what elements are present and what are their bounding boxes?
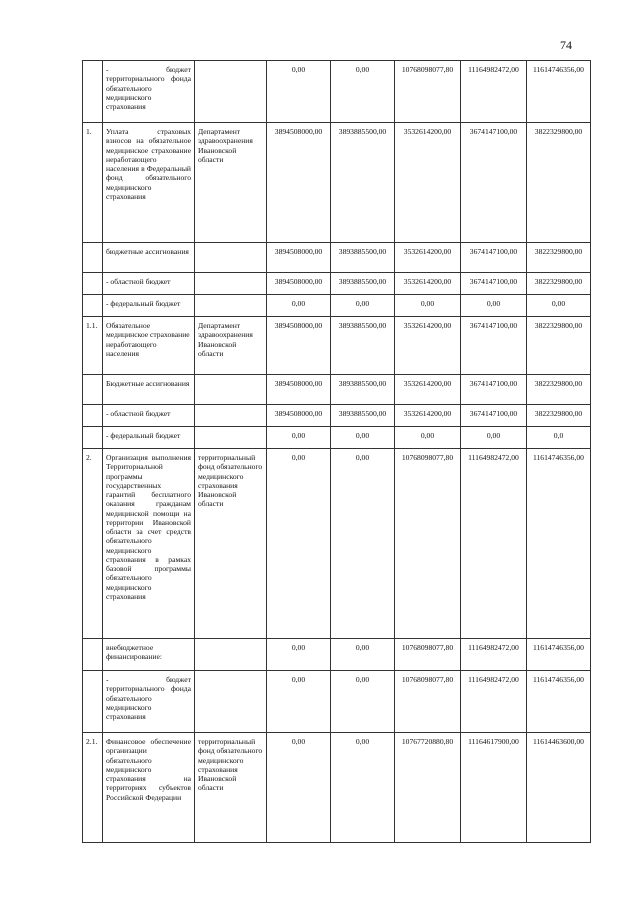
- row-executor: Департамент здравоохранения Ивановской области: [195, 317, 267, 375]
- amount-cell: 11614746356,00: [527, 671, 591, 733]
- budget-table: [82, 60, 591, 843]
- amount-cell: 3894508000,00: [267, 243, 331, 273]
- amount-cell: 0,00: [395, 427, 461, 449]
- amount-cell: 3894508000,00: [267, 405, 331, 427]
- table-row: [83, 123, 591, 243]
- amount-cell: 0,00: [331, 449, 395, 639]
- row-description: - бюджет территориального фонда обязательного медицинского страхования: [103, 671, 195, 733]
- amount-cell: 3532614200,00: [395, 317, 461, 375]
- amount-cell: 3822329800,00: [527, 273, 591, 295]
- table-row: [83, 273, 591, 295]
- amount-cell: 0,00: [527, 295, 591, 317]
- amount-cell: 11164982472,00: [461, 639, 527, 671]
- amount-cell: 11614463600,00: [527, 733, 591, 843]
- table-row: [83, 375, 591, 405]
- row-executor: [195, 375, 267, 405]
- table-row: [83, 427, 591, 449]
- amount-cell: 3822329800,00: [527, 243, 591, 273]
- row-description: - областной бюджет: [103, 405, 195, 427]
- row-description: внебюджетное финансирование:: [103, 639, 195, 671]
- amount-cell: 3532614200,00: [395, 405, 461, 427]
- amount-cell: 11164617900,00: [461, 733, 527, 843]
- amount-cell: 0,00: [331, 639, 395, 671]
- row-index: [83, 671, 103, 733]
- amount-cell: 3674147100,00: [461, 243, 527, 273]
- amount-cell: 0,00: [331, 61, 395, 123]
- row-index: [83, 243, 103, 273]
- row-executor: территориальный фонд обязательного медицинского страхования Ивановской области: [195, 733, 267, 843]
- row-description: Обязательное медицинское страхование неработающего населения: [103, 317, 195, 375]
- table-row: [83, 317, 591, 375]
- table-row: [83, 405, 591, 427]
- amount-cell: 3674147100,00: [461, 123, 527, 243]
- amount-cell: 11614746356,00: [527, 449, 591, 639]
- amount-cell: 3674147100,00: [461, 405, 527, 427]
- row-index: [83, 375, 103, 405]
- amount-cell: 0,00: [267, 427, 331, 449]
- amount-cell: 10768098077,80: [395, 639, 461, 671]
- row-executor: [195, 61, 267, 123]
- amount-cell: 3532614200,00: [395, 243, 461, 273]
- row-executor: территориальный фонд обязательного медицинского страхования Ивановской области: [195, 449, 267, 639]
- row-description: бюджетные ассигнования: [103, 243, 195, 273]
- amount-cell: 0,00: [331, 427, 395, 449]
- amount-cell: 3822329800,00: [527, 375, 591, 405]
- row-executor: Департамент здравоохранения Ивановской области: [195, 123, 267, 243]
- amount-cell: 0,00: [461, 295, 527, 317]
- row-description: - федеральный бюджет: [103, 295, 195, 317]
- row-index: [83, 427, 103, 449]
- row-index: 1.1.: [83, 317, 103, 375]
- row-description: Уплата страховых взносов на обязательное медицинское страхование неработающего населения в Федеральный фонд обязательного медицинского страхования: [103, 123, 195, 243]
- table-row: [83, 733, 591, 843]
- row-executor: [195, 405, 267, 427]
- amount-cell: 0,00: [331, 671, 395, 733]
- row-index: 1.: [83, 123, 103, 243]
- table-row: [83, 295, 591, 317]
- amount-cell: 3532614200,00: [395, 375, 461, 405]
- row-index: 2.: [83, 449, 103, 639]
- amount-cell: 11614746356,00: [527, 639, 591, 671]
- row-index: 2.1.: [83, 733, 103, 843]
- row-executor: [195, 671, 267, 733]
- amount-cell: 0,00: [267, 639, 331, 671]
- page-number: 74: [560, 38, 572, 52]
- amount-cell: 11164982472,00: [461, 61, 527, 123]
- amount-cell: 3894508000,00: [267, 273, 331, 295]
- row-description: Бюджетные ассигнования: [103, 375, 195, 405]
- amount-cell: 0,00: [267, 733, 331, 843]
- amount-cell: 3822329800,00: [527, 317, 591, 375]
- amount-cell: 11164982472,00: [461, 449, 527, 639]
- table-row: [83, 243, 591, 273]
- amount-cell: 3893885500,00: [331, 317, 395, 375]
- amount-cell: 11164982472,00: [461, 671, 527, 733]
- amount-cell: 0,0: [527, 427, 591, 449]
- amount-cell: 0,00: [267, 449, 331, 639]
- amount-cell: 10768098077,80: [395, 449, 461, 639]
- table-row: [83, 61, 591, 123]
- row-index: [83, 295, 103, 317]
- amount-cell: 3894508000,00: [267, 375, 331, 405]
- amount-cell: 3532614200,00: [395, 123, 461, 243]
- amount-cell: 3893885500,00: [331, 243, 395, 273]
- amount-cell: 11614746356,00: [527, 61, 591, 123]
- row-description: - федеральный бюджет: [103, 427, 195, 449]
- row-description: Организация выполнения Территориальной программы государственных гарантий бесплатного оказания гражданам медицинской помощи на территории Ивановской области за счет средств обязательного медицинского страхования в рамках базовой программы обязательного медицинского страхования: [103, 449, 195, 639]
- row-executor: [195, 295, 267, 317]
- table-row: [83, 449, 591, 639]
- amount-cell: 0,00: [395, 295, 461, 317]
- row-executor: [195, 273, 267, 295]
- amount-cell: 10768098077,80: [395, 61, 461, 123]
- amount-cell: 3894508000,00: [267, 123, 331, 243]
- row-description: - бюджет территориального фонда обязательного медицинского страхования: [103, 61, 195, 123]
- amount-cell: 10768098077,80: [395, 671, 461, 733]
- amount-cell: 3893885500,00: [331, 273, 395, 295]
- amount-cell: 0,00: [267, 671, 331, 733]
- amount-cell: 3893885500,00: [331, 405, 395, 427]
- amount-cell: 0,00: [267, 295, 331, 317]
- row-description: Финансовое обеспечение организации обязательного медицинского страхования на территориях субъектов Российской Федерации: [103, 733, 195, 843]
- table-row: [83, 671, 591, 733]
- row-index: [83, 61, 103, 123]
- amount-cell: 3822329800,00: [527, 405, 591, 427]
- row-executor: [195, 639, 267, 671]
- amount-cell: 0,00: [267, 61, 331, 123]
- amount-cell: 3532614200,00: [395, 273, 461, 295]
- amount-cell: 0,00: [461, 427, 527, 449]
- row-executor: [195, 243, 267, 273]
- row-index: [83, 405, 103, 427]
- amount-cell: 0,00: [331, 733, 395, 843]
- amount-cell: 3894508000,00: [267, 317, 331, 375]
- amount-cell: 3674147100,00: [461, 317, 527, 375]
- amount-cell: 3893885500,00: [331, 375, 395, 405]
- table-row: [83, 639, 591, 671]
- row-index: [83, 639, 103, 671]
- row-description: - областной бюджет: [103, 273, 195, 295]
- amount-cell: 10767720880,80: [395, 733, 461, 843]
- amount-cell: 0,00: [331, 295, 395, 317]
- amount-cell: 3674147100,00: [461, 273, 527, 295]
- row-index: [83, 273, 103, 295]
- amount-cell: 3893885500,00: [331, 123, 395, 243]
- row-executor: [195, 427, 267, 449]
- amount-cell: 3822329800,00: [527, 123, 591, 243]
- amount-cell: 3674147100,00: [461, 375, 527, 405]
